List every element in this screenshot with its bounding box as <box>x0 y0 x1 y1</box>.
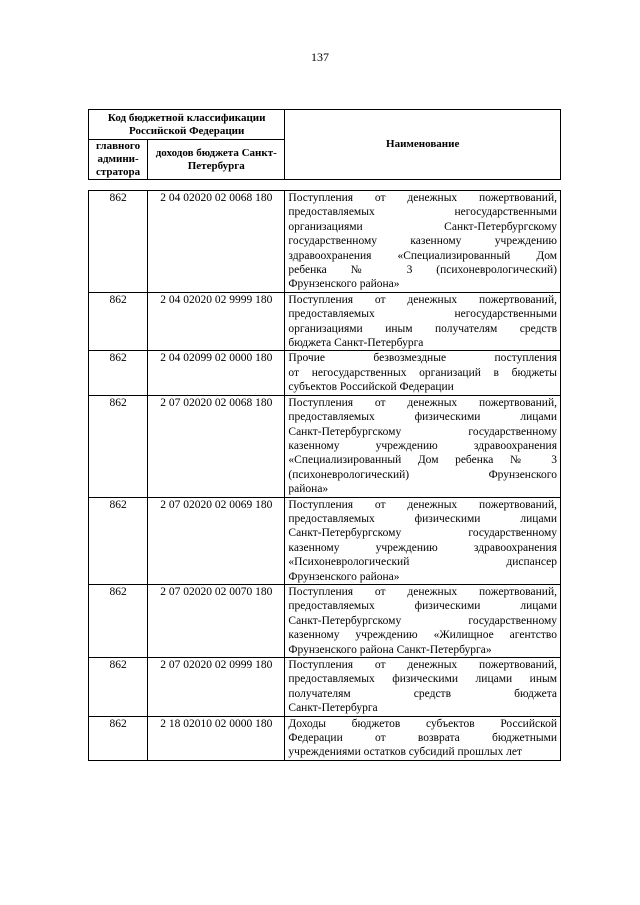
cell-admin-code: 862 <box>89 497 148 584</box>
name-line: Поступления от денежных пожертвований, <box>288 498 557 511</box>
cell-admin-code: 862 <box>89 351 148 395</box>
name-line: субъектов Российской Федерации <box>288 381 454 394</box>
name-line: Прочие безвозмездные поступления <box>288 352 557 365</box>
cell-income-code: 2 18 02010 02 0000 180 <box>148 716 285 760</box>
name-line: предоставляемых физическими лицами иным <box>288 673 557 686</box>
budget-code-table <box>88 190 561 761</box>
header-col-name: Наименование <box>285 110 561 180</box>
name-line: учреждениями остатков субсидий прошлых лет <box>288 746 522 759</box>
cell-name <box>285 351 561 395</box>
name-line: предоставляемых физическими лицами <box>288 411 557 424</box>
name-line: Федерации от возврата бюджетными <box>288 732 557 745</box>
cell-name <box>285 658 561 717</box>
name-line: предоставляемых физическими лицами <box>288 512 557 525</box>
cell-name <box>285 395 561 497</box>
table-row <box>89 584 561 657</box>
table-header <box>88 109 561 180</box>
cell-income-code: 2 04 02020 02 0068 180 <box>148 191 285 293</box>
table-row <box>89 497 561 584</box>
name-line: Фрунзенского района Санкт-Петербурга» <box>288 643 492 656</box>
name-line: Санкт-Петербургскому государственному <box>288 527 557 540</box>
name-line: казенному учреждению здравоохранения <box>288 541 557 554</box>
cell-admin-code: 862 <box>89 584 148 657</box>
cell-income-code: 2 07 02020 02 0069 180 <box>148 497 285 584</box>
name-line: ребенка № 3 (психоневрологический) <box>288 264 557 277</box>
name-line: Санкт-Петербургскому государственному <box>288 425 557 438</box>
table-row <box>89 395 561 497</box>
cell-income-code: 2 07 02020 02 0999 180 <box>148 658 285 717</box>
name-line: предоставляемых негосударственными <box>288 206 557 219</box>
cell-name <box>285 716 561 760</box>
cell-name <box>285 584 561 657</box>
name-line: казенному учреждению «Жилищное агентство <box>288 629 557 642</box>
cell-name <box>285 292 561 351</box>
page-number: 137 <box>311 50 329 64</box>
table-row <box>89 191 561 293</box>
cell-admin-code: 862 <box>89 658 148 717</box>
cell-income-code: 2 07 02020 02 0068 180 <box>148 395 285 497</box>
name-line: Доходы бюджетов субъектов Российской <box>288 717 557 730</box>
name-line: Фрунзенского района» <box>288 278 400 291</box>
name-line: Поступления от денежных пожертвований, <box>288 192 557 204</box>
name-line: организациями Санкт-Петербургскому <box>288 220 557 233</box>
name-line: Санкт-Петербурга <box>288 702 378 715</box>
name-line: получателям средств бюджета <box>288 687 557 700</box>
name-line: Санкт-Петербургскому государственному <box>288 614 557 627</box>
cell-income-code: 2 04 02020 02 9999 180 <box>148 292 285 351</box>
name-line: предоставляемых физическими лицами <box>288 600 557 613</box>
table-row <box>89 658 561 717</box>
cell-admin-code: 862 <box>89 395 148 497</box>
name-line: организациями иным получателям средств <box>288 322 557 335</box>
cell-income-code: 2 07 02020 02 0070 180 <box>148 584 285 657</box>
name-line: Поступления от денежных пожертвований, <box>288 659 557 671</box>
cell-name <box>285 191 561 293</box>
name-line: здравоохранения «Специализированный Дом <box>288 249 557 262</box>
name-line: Поступления от денежных пожертвований, <box>288 293 557 306</box>
cell-income-code: 2 04 02099 02 0000 180 <box>148 351 285 395</box>
cell-admin-code: 862 <box>89 191 148 293</box>
table-row <box>89 292 561 351</box>
header-col-admin: главного админи-стратора <box>89 140 148 180</box>
cell-admin-code: 862 <box>89 292 148 351</box>
name-line: Поступления от денежных пожертвований, <box>288 396 557 409</box>
table-row <box>89 716 561 760</box>
name-line: (психоневрологический) Фрунзенского <box>288 468 557 481</box>
name-line: государственному казенному учреждению <box>288 235 557 248</box>
cell-admin-code: 862 <box>89 716 148 760</box>
name-line: «Специализированный Дом ребенка № 3 <box>288 454 557 467</box>
header-group-title: Код бюджетной классификации Российской Федерации <box>89 110 285 140</box>
name-line: от негосударственных организаций в бюджеты <box>288 366 557 379</box>
name-line: предоставляемых негосударственными <box>288 308 557 321</box>
table-row <box>89 351 561 395</box>
header-col-code: доходов бюджета Санкт-Петербурга <box>148 140 285 180</box>
name-line: бюджета Санкт-Петербурга <box>288 337 424 350</box>
name-line: казенному учреждению здравоохранения <box>288 439 557 452</box>
name-line: «Психоневрологический диспансер <box>288 556 557 569</box>
name-line: Фрунзенского района» <box>288 570 400 583</box>
name-line: Поступления от денежных пожертвований, <box>288 585 557 598</box>
cell-name <box>285 497 561 584</box>
name-line: района» <box>288 483 329 496</box>
